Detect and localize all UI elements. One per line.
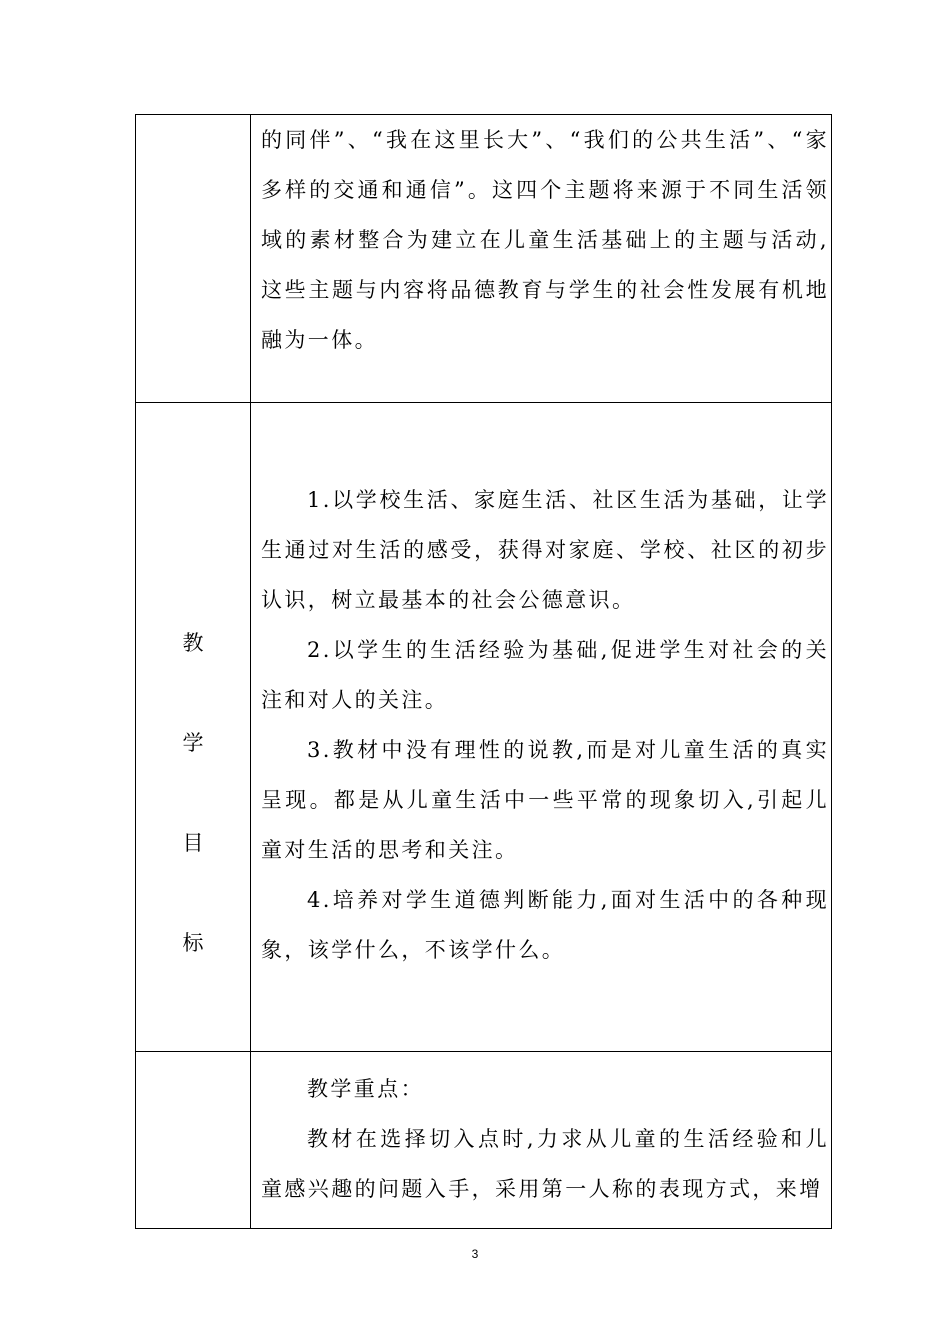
label-char: 目 (182, 831, 204, 856)
table-row-teaching-focus (136, 1051, 832, 1228)
goal-item-3: 3.教材中没有理性的说教,而是对儿童生活的真实呈现。都是从儿童生活中一些平常的现象切入,引起儿童对生活的思考和关注。 (261, 738, 829, 863)
label-char: 教 (182, 631, 204, 656)
teaching-focus-paragraph: 教材在选择切入点时,力求从儿童的生活经验和儿童感兴趣的问题入手，采用第一人称的表现方式，来增 (261, 1126, 829, 1201)
goal-item-1: 1.以学校生活、家庭生活、社区生活为基础，让学生通过对生活的感受，获得对家庭、学校、社区的初步认识，树立最基本的社会公德意识。 (261, 488, 829, 613)
teaching-goals-label-cell (136, 403, 251, 1052)
teaching-focus-content-cell (251, 1051, 832, 1228)
table-row-teaching-goals (136, 403, 832, 1052)
goal-item-4: 4.培养对学生道德判断能力,面对生活中的各种现象，该学什么，不该学什么。 (261, 888, 829, 963)
label-char: 标 (182, 931, 204, 956)
label-char: 学 (182, 731, 204, 756)
teaching-goals-content-cell (251, 403, 832, 1052)
goal-item-2: 2.以学生的生活经验为基础,促进学生对社会的关注和对人的关注。 (261, 638, 829, 713)
lesson-plan-table (135, 114, 832, 1229)
themes-paragraph: 的同伴”、“我在这里长大”、“我们的公共生活”、“家多样的交通和通信”。这四个主题将来源于不同生活领域的素材整合为建立在儿童生活基础上的主题与活动,这些主题与内容将品德教育与学生的社会性发展有机地融为一体。 (261, 128, 829, 352)
teaching-goals-label (136, 403, 250, 993)
page-number: 3 (471, 1247, 479, 1261)
teaching-focus-heading: 教学重点： (307, 1076, 424, 1101)
teaching-focus-label-cell (136, 1051, 251, 1228)
themes-content-cell (251, 115, 832, 403)
themes-label-cell (136, 115, 251, 403)
table-row-themes (136, 115, 832, 403)
